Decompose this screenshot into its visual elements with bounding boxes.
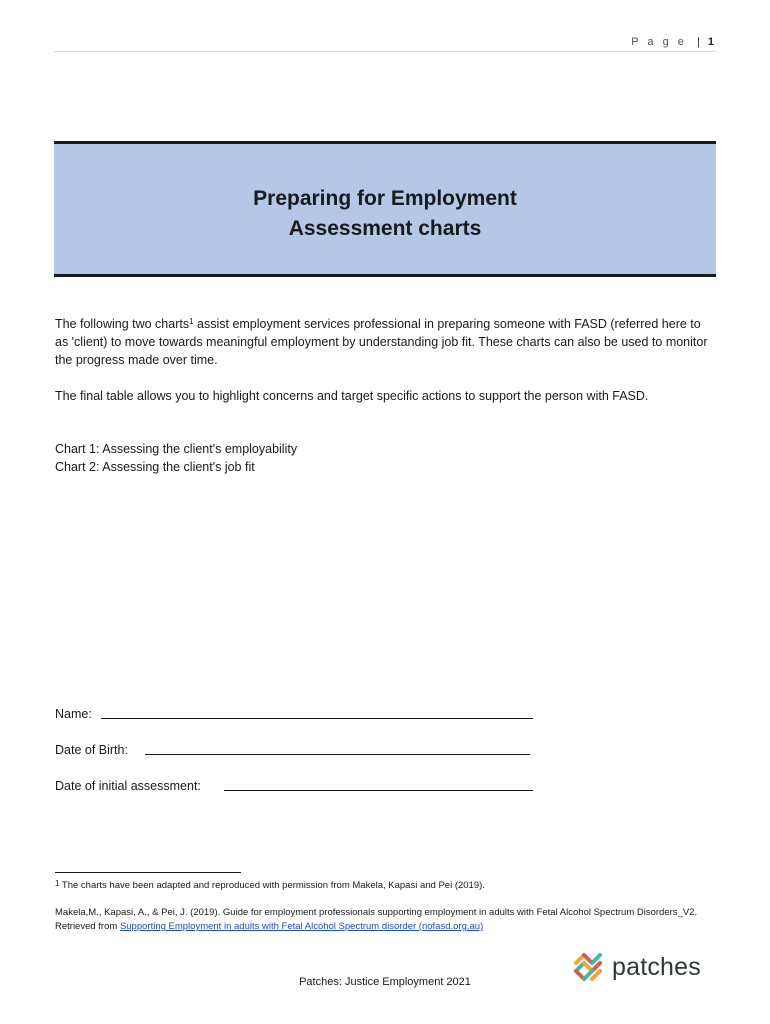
intro-text-rest: assist employment services professional in preparing someone with FASD (referred here to as 'client) to move towards meaningful employment by understanding job fit. These charts can also be used to monitor the progress made over time.: [55, 317, 708, 367]
title-line-1: Preparing for Employment: [253, 187, 517, 210]
page-separator: |: [696, 36, 700, 48]
assessment-date-field[interactable]: [55, 779, 533, 793]
footer-text: Patches: Justice Employment 2021: [299, 976, 471, 988]
name-blank[interactable]: [101, 718, 533, 719]
assessment-date-label: Date of initial assessment:: [55, 779, 201, 793]
reference: [55, 906, 715, 934]
name-label: Name:: [55, 707, 92, 721]
page-label: P a g e: [631, 36, 687, 48]
reference-text: Makela,M., Kapasi, A., & Pei, J. (2019). Guide for employment professionals supporting employment in adults with Fetal Alcohol Spectrum Disorders_V2. Retrieved from: [55, 907, 698, 932]
chart-list: [55, 440, 715, 476]
dob-blank[interactable]: [145, 754, 530, 755]
dob-label: Date of Birth:: [55, 743, 128, 757]
name-field[interactable]: [55, 707, 533, 721]
final-table-paragraph: The final table allows you to highlight concerns and target specific actions to support the person with FASD.: [55, 389, 649, 403]
chart-1-item: Chart 1: Assessing the client's employability: [55, 442, 298, 456]
patches-logo-icon: [570, 949, 606, 985]
intro-paragraph: [55, 315, 715, 369]
footnote-rule: [55, 872, 241, 873]
intro-text-start: The following two charts: [55, 317, 190, 331]
title-line-2: Assessment charts: [288, 217, 482, 240]
page-number: 1: [707, 36, 714, 48]
title-box: [54, 141, 716, 277]
footnote-1: [55, 879, 715, 893]
page-header: [631, 36, 714, 48]
header-rule: [54, 51, 716, 52]
assessment-date-blank[interactable]: [224, 790, 533, 791]
logo-wordmark: patches: [612, 952, 701, 981]
chart-2-item: Chart 2: Assessing the client's job fit: [55, 460, 255, 474]
patches-logo: [570, 949, 701, 985]
reference-link[interactable]: Supporting Employment in adults with Fetal Alcohol Spectrum disorder (nofasd.org.au): [119, 921, 484, 932]
footnote-1-mark: 1: [55, 879, 60, 888]
dob-field[interactable]: [55, 743, 530, 757]
footnote-1-text: The charts have been adapted and reproduced with permission from Makela, Kapasi and Pei (2019).: [59, 880, 485, 891]
footnote-marker: 1: [189, 317, 194, 326]
